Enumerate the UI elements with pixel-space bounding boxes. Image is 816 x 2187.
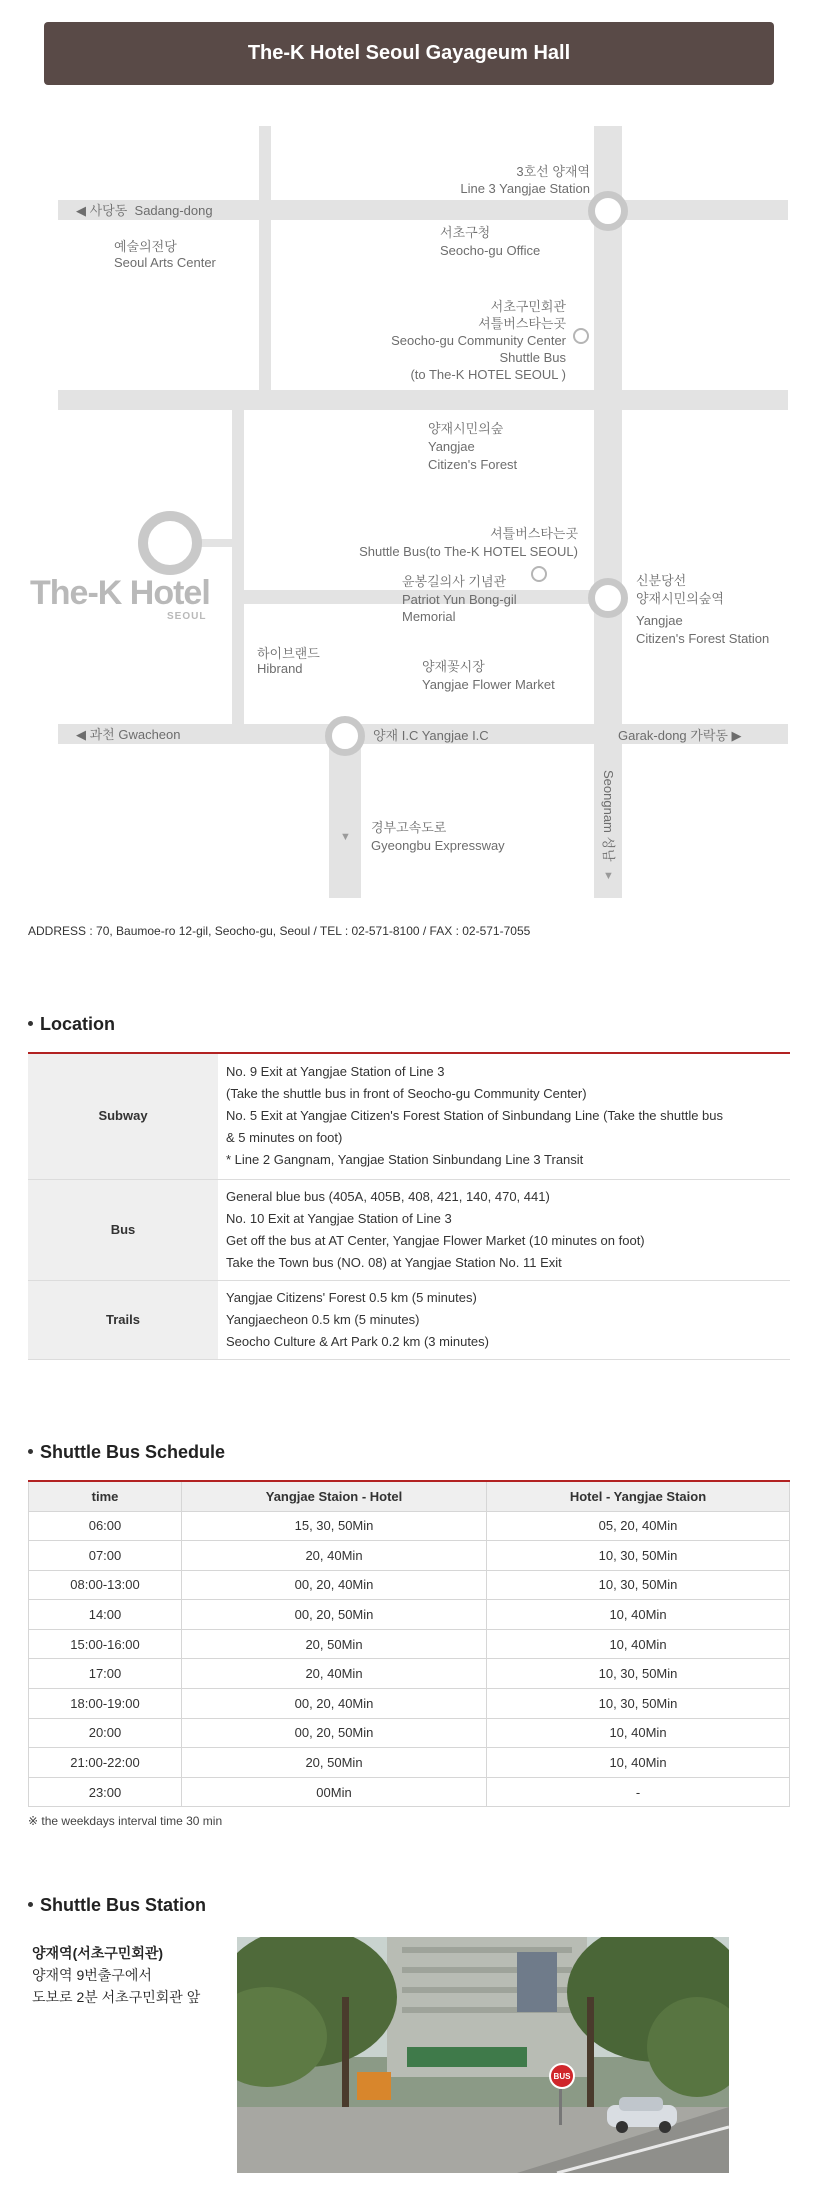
subway-line-5: * Line 2 Gangnam, Yangjae Station Sinbundang Line 3 Transit <box>226 1152 584 1168</box>
label-line3-station-en: Line 3 Yangjae Station <box>460 181 590 196</box>
label-community-center-kr2: 셔틀버스타는곳 <box>478 316 566 331</box>
cell-time: 18:00-19:00 <box>29 1689 182 1719</box>
col-header-to-station: Hotel - Yangjae Staion <box>487 1481 790 1511</box>
table-row <box>29 1511 790 1541</box>
address-line: ADDRESS : 70, Baumoe-ro 12-gil, Seocho-gu, Seoul / TEL : 02-571-8100 / FAX : 02-571-7055 <box>28 924 531 938</box>
row-body-trails <box>218 1280 790 1359</box>
road-vertical-inner <box>232 410 244 724</box>
cell-to-hotel: 20, 40Min <box>182 1541 487 1571</box>
label-sadang <box>76 202 213 219</box>
label-seocho-office-kr: 서초구청 <box>440 225 491 240</box>
trails-line-2: Yangjaecheon 0.5 km (5 minutes) <box>226 1311 420 1327</box>
road-expressway <box>329 744 361 898</box>
label-shuttle2-en: Shuttle Bus(to The-K HOTEL SEOUL) <box>359 544 578 559</box>
cell-to-station: 10, 30, 50Min <box>487 1570 790 1600</box>
trails-line-1: Yangjae Citizens' Forest 0.5 km (5 minutes) <box>226 1289 477 1305</box>
label-community-center-en2: Shuttle Bus <box>499 350 566 365</box>
label-flower-market-kr: 양재꽃시장 <box>422 659 485 674</box>
label-sinbundang-kr1: 신분당선 <box>636 573 687 588</box>
label-hibrand-kr: 하이브랜드 <box>257 646 320 661</box>
shuttle-stop-marker-2 <box>531 566 547 582</box>
label-memorial-en1: Patriot Yun Bong-gil <box>402 592 517 607</box>
station-directions-1: 양재역 9번출구에서 <box>32 1967 152 1983</box>
label-arts-center-kr: 예술의전당 <box>114 239 177 254</box>
cell-to-hotel: 20, 50Min <box>182 1629 487 1659</box>
table-row <box>29 1629 790 1659</box>
table-row <box>28 1179 790 1280</box>
station-photo-illustration <box>237 1937 729 2173</box>
label-line3-station-kr: 3호선 양재역 <box>516 164 590 179</box>
label-sadang-kr: ◀ 사당동 <box>76 203 128 218</box>
label-sinbundang-en1: Yangjae <box>636 613 683 628</box>
location-map <box>0 118 816 898</box>
label-hibrand-en: Hibrand <box>257 661 303 676</box>
schedule-note: ※ the weekdays interval time 30 min <box>28 1814 223 1828</box>
bus-line-4: Take the Town bus (NO. 08) at Yangjae Station No. 11 Exit <box>226 1254 562 1270</box>
table-row <box>29 1600 790 1630</box>
subway-line-2: (Take the shuttle bus in front of Seocho-gu Community Center) <box>226 1086 587 1102</box>
row-label-subway: Subway <box>28 1053 218 1179</box>
label-shuttle2-kr: 셔틀버스타는곳 <box>490 526 578 541</box>
table-row <box>29 1659 790 1689</box>
cell-to-hotel: 20, 40Min <box>182 1659 487 1689</box>
road-logo-link <box>200 539 232 547</box>
label-memorial-en2: Memorial <box>402 609 456 624</box>
row-label-bus: Bus <box>28 1179 218 1280</box>
shuttle-stop-marker-1 <box>573 328 589 344</box>
location-table <box>28 1052 790 1360</box>
bullet-icon <box>28 1021 33 1026</box>
label-citizens-forest-kr: 양재시민의숲 <box>428 421 504 436</box>
cell-time: 20:00 <box>29 1718 182 1748</box>
subway-line-1: No. 9 Exit at Yangjae Station of Line 3 <box>226 1064 445 1080</box>
hotel-logo-text: The-K Hotel <box>30 574 210 612</box>
label-community-center-kr1: 서초구민회관 <box>490 299 566 314</box>
label-sadang-en: Sadang-dong <box>134 203 213 218</box>
cell-to-hotel: 00Min <box>182 1777 487 1807</box>
label-sinbundang-en2: Citizen's Forest Station <box>636 631 770 646</box>
bullet-icon <box>28 1902 33 1907</box>
cell-time: 23:00 <box>29 1777 182 1807</box>
label-citizens-forest-en1: Yangjae <box>428 439 475 454</box>
label-gwacheon: ◀ 과천 Gwacheon <box>76 727 181 742</box>
location-title-text: Location <box>40 1014 115 1034</box>
road-vertical-left <box>259 126 271 390</box>
cell-time: 15:00-16:00 <box>29 1629 182 1659</box>
subway-line-3: No. 5 Exit at Yangjae Citizen's Forest Station of Sinbundang Line (Take the shuttle bus <box>226 1108 724 1124</box>
cell-to-station: 10, 40Min <box>487 1718 790 1748</box>
cell-to-hotel: 15, 30, 50Min <box>182 1511 487 1541</box>
table-row <box>29 1541 790 1571</box>
station-name: 양재역(서초구민회관) <box>32 1945 164 1961</box>
hotel-logo-sub: SEOUL <box>167 611 207 622</box>
yangjae-station-marker <box>588 191 628 231</box>
cell-to-hotel: 00, 20, 40Min <box>182 1570 487 1600</box>
label-yangjae-ic: 양재 I.C Yangjae I.C <box>373 728 489 743</box>
label-community-center-en1: Seocho-gu Community Center <box>391 333 566 348</box>
label-memorial-kr: 윤봉길의사 기념관 <box>402 574 507 589</box>
cell-to-hotel: 00, 20, 50Min <box>182 1718 487 1748</box>
cell-to-station: 05, 20, 40Min <box>487 1511 790 1541</box>
cell-to-station: 10, 30, 50Min <box>487 1689 790 1719</box>
col-header-time: time <box>29 1481 182 1511</box>
label-expressway-en: Gyeongbu Expressway <box>371 838 505 853</box>
bus-line-2: No. 10 Exit at Yangjae Station of Line 3 <box>226 1210 452 1226</box>
bullet-icon <box>28 1449 33 1454</box>
schedule-heading <box>28 1442 225 1463</box>
schedule-title-text: Shuttle Bus Schedule <box>40 1442 226 1462</box>
arrow-down-icon-seongnam: ▼ <box>603 870 614 882</box>
cell-time: 21:00-22:00 <box>29 1748 182 1778</box>
table-row <box>29 1777 790 1807</box>
label-citizens-forest-en2: Citizen's Forest <box>428 457 518 472</box>
station-description <box>32 1942 200 2008</box>
cell-time: 14:00 <box>29 1600 182 1630</box>
cell-to-hotel: 00, 20, 40Min <box>182 1689 487 1719</box>
label-sinbundang-kr2: 양재시민의숲역 <box>636 591 724 606</box>
table-row <box>28 1053 790 1179</box>
table-row <box>29 1718 790 1748</box>
citizens-forest-station-marker <box>588 578 628 618</box>
station-title-text: Shuttle Bus Station <box>40 1895 206 1915</box>
station-heading <box>28 1895 206 1916</box>
station-directions-2: 도보로 2분 서초구민회관 앞 <box>32 1989 201 2005</box>
row-label-trails: Trails <box>28 1280 218 1359</box>
cell-time: 08:00-13:00 <box>29 1570 182 1600</box>
table-row <box>28 1280 790 1359</box>
road-middle <box>58 390 788 410</box>
bus-stop-sign-icon: BUS <box>549 2063 575 2089</box>
cell-time: 07:00 <box>29 1541 182 1571</box>
location-heading <box>28 1014 115 1035</box>
hotel-logo-ring <box>138 511 202 575</box>
yangjae-ic-marker <box>325 716 365 756</box>
cell-to-hotel: 00, 20, 50Min <box>182 1600 487 1630</box>
cell-to-hotel: 20, 50Min <box>182 1748 487 1778</box>
table-row <box>29 1748 790 1778</box>
cell-time: 17:00 <box>29 1659 182 1689</box>
col-header-to-hotel: Yangjae Staion - Hotel <box>182 1481 487 1511</box>
cell-to-station: 10, 30, 50Min <box>487 1659 790 1689</box>
label-arts-center-en: Seoul Arts Center <box>114 255 216 270</box>
cell-to-station: 10, 30, 50Min <box>487 1541 790 1571</box>
bus-line-1: General blue bus (405A, 405B, 408, 421, 140, 470, 441) <box>226 1188 550 1204</box>
cell-to-station: 10, 40Min <box>487 1748 790 1778</box>
label-expressway-kr: 경부고속도로 <box>371 820 447 835</box>
label-seongnam: Seongnam 성남 <box>601 770 616 862</box>
row-body-bus <box>218 1179 790 1280</box>
cell-to-station: 10, 40Min <box>487 1600 790 1630</box>
cell-to-station: - <box>487 1777 790 1807</box>
cell-time: 06:00 <box>29 1511 182 1541</box>
cell-to-station: 10, 40Min <box>487 1629 790 1659</box>
label-seocho-office-en: Seocho-gu Office <box>440 243 541 258</box>
arrow-down-icon: ▼ <box>340 831 351 843</box>
table-header-row <box>29 1481 790 1511</box>
page-title: The-K Hotel Seoul Gayageum Hall <box>44 22 774 85</box>
station-photo <box>237 1937 729 2173</box>
bus-line-3: Get off the bus at AT Center, Yangjae Flower Market (10 minutes on foot) <box>226 1232 645 1248</box>
label-flower-market-en: Yangjae Flower Market <box>422 677 555 692</box>
label-community-center-en3: (to The-K HOTEL SEOUL ) <box>410 367 566 382</box>
label-garak: Garak-dong 가락동 ▶ <box>618 728 742 743</box>
table-row <box>29 1689 790 1719</box>
shuttle-schedule-table <box>28 1480 790 1807</box>
row-body-subway <box>218 1053 790 1179</box>
trails-line-3: Seocho Culture & Art Park 0.2 km (3 minutes) <box>226 1333 489 1349</box>
subway-line-4: & 5 minutes on foot) <box>226 1130 343 1146</box>
table-row <box>29 1570 790 1600</box>
